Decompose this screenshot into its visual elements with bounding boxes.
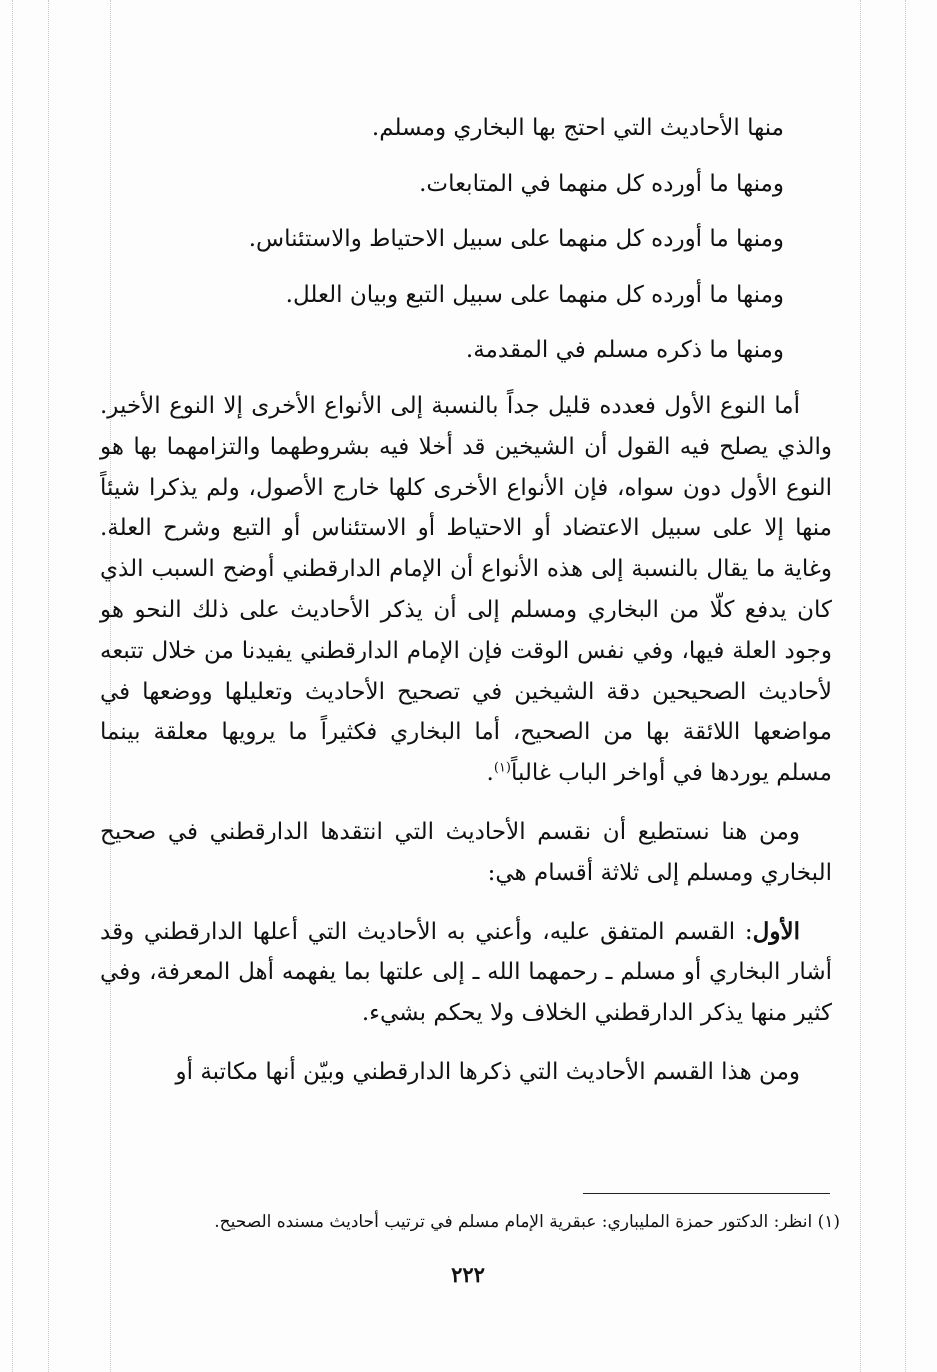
paragraph: ومن هنا نستطيع أن نقسم الأحاديث التي انتقدها الدارقطني في صحيح البخاري ومسلم إلى ثلاثة أقسام هي: [100,818,832,886]
list-item: ومنها ما ذكره مسلم في المقدمة. [465,337,784,363]
list-item: ومنها ما أورده كل منهما في المتابعات. [419,170,784,197]
list-item: منها الأحاديث التي احتج بها البخاري ومسلم. [371,115,784,141]
scan-dotted-guide [12,0,13,1372]
page-number: ٢٢٢ [451,1262,485,1287]
categories-list [100,106,784,384]
paragraph: ومن هذا القسم الأحاديث التي ذكرها الدارقطني وبيّن أنها مكاتبة أو [175,1058,800,1085]
list-item: ومنها ما أورده كل منهما على سبيل التبع وبيان العلل. [285,281,784,308]
footnote: (١) انظر: الدكتور حمزة المليباري: عبقرية الإمام مسلم في ترتيب أحاديث مسنده الصحيح. [214,1212,840,1232]
paragraph-text: أما النوع الأول فعدده قليل جداً بالنسبة إلى الأنواع الأخرى إلا النوع الأخير. والذي يصلح فيه القول أن الشيخين قد أخلا فيه بشروطهما والتزامهما بها هو النوع الأول دون سواه، فإن الأنواع الأخرى كلها خارج الأصول، ولم يذكرا شيئاً منها إلا على سبيل الاعتضاد أو الاحتياط أو الاستئناس أو التبع وشرح العلة. وغاية ما يقال بالنسبة إلى هذه الأنواع أن الإمام الدارقطني أوضح السبب الذي كان يدفع كلّا من البخاري ومسلم إلى أن يذكر الأحاديث على ذلك النحو هو وجود العلة فيها، وفي نفس الوقت فإن الإمام الدارقطني يفيدنا من خلال تتبعه لأحاديث الصحيحين دقة الشيخين في تصحيح الأحاديث وتعليلها ووضعها في مواضعها اللائقة بها من الصحيح، أما البخاري فكثيراً ما يرويها معلقة بينما مسلم يوردها في أواخر الباب غالباً [100,393,832,787]
paragraph: أما النوع الأول فعدده قليل جداً بالنسبة إلى الأنواع الأخرى إلا النوع الأخير. والذي يصلح فيه القول أن الشيخين قد أخلا فيه بشروطهما والتزامهما بها هو النوع الأول دون سواه، فإن الأنواع الأخرى كلها خارج الأصول، ولم يذكرا شيئاً منها إلا على سبيل الاعتضاد أو الاحتياط أو الاستئناس أو التبع وشرح العلة. وغاية ما يقال بالنسبة إلى هذه الأنواع أن الإمام الدارقطني أوضح السبب الذي كان يدفع كلّا من البخاري ومسلم إلى أن يذكر الأحاديث على ذلك النحو هو وجود العلة فيها، وفي نفس الوقت فإن الإمام الدارقطني يفيدنا من خلال تتبعه لأحاديث الصحيحين دقة الشيخين في تصحيح الأحاديث وتعليلها ووضعها في مواضعها اللائقة بها من الصحيح، أما البخاري فكثيراً ما يرويها معلقة بينما مسلم يوردها في أواخر الباب غالباً$^{(١)}$. [100,393,832,787]
paragraph-text: : القسم المتفق عليه، وأعني به الأحاديث التي أعلها الدارقطني وقد أشار البخاري أو مسلم ـ رحمهما الله ـ إلى علتها بما يفهمه أهل المعرفة، وفي كثير منها يذكر الدارقطني الخلاف ولا يحكم بشيء. [100,918,832,1027]
footnote-reference: (١) [493,760,511,776]
footnote-separator [583,1193,830,1194]
scan-dotted-guide [860,0,861,1372]
scan-dotted-guide [48,0,49,1372]
scan-dotted-guide [905,0,906,1372]
paragraph [100,912,832,1034]
body-text [100,386,832,1093]
list-item: ومنها ما أورده كل منهما على سبيل الاحتياط والاستئناس. [248,226,784,252]
paragraph-heading: الأول [752,917,800,945]
